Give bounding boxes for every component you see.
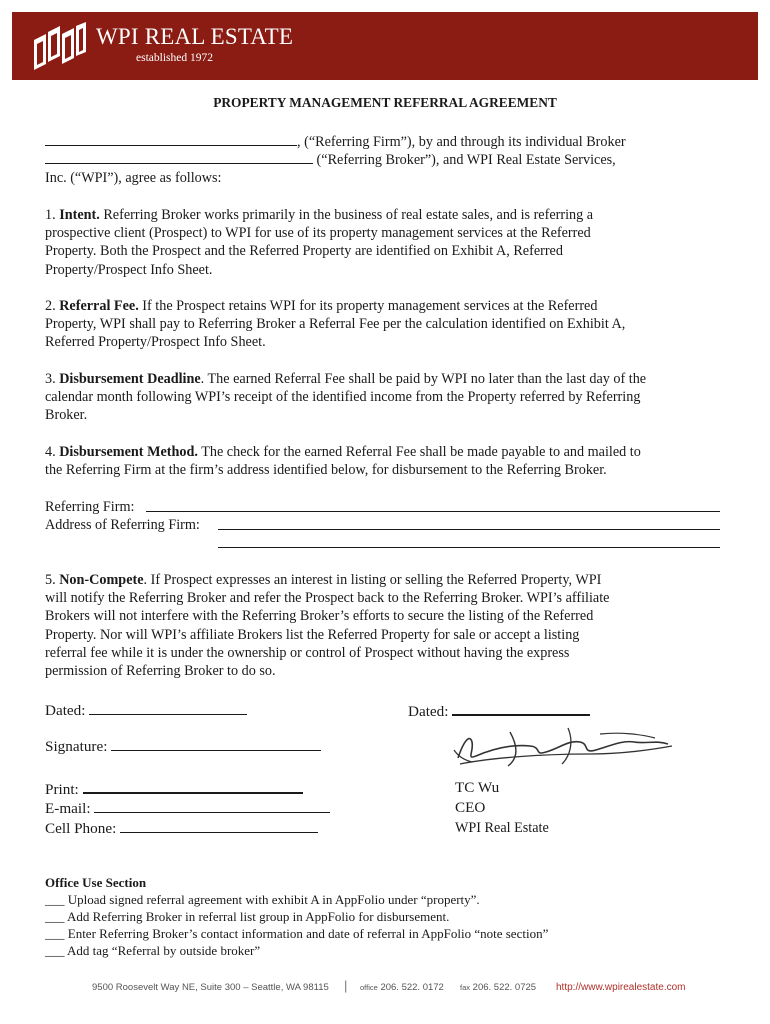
brand-name: WPI REAL ESTATE: [96, 24, 294, 49]
section-5-line-3: Brokers will not interfere with the Referring Broker’s efforts to secure the listing of the Referred: [45, 608, 594, 624]
referring-broker-blank[interactable]: [45, 150, 313, 164]
footer-divider: |: [344, 978, 348, 993]
section-3-text: . The earned Referral Fee shall be paid by WPI no later than the last day of the: [200, 371, 647, 387]
email-row: [45, 799, 330, 819]
section-1-number: 1.: [45, 207, 56, 223]
dated-left-field[interactable]: [89, 701, 247, 715]
dated-left: [45, 701, 247, 721]
ceo-name: TC Wu: [455, 779, 500, 796]
email-field[interactable]: [94, 799, 330, 813]
footer-address: 9500 Roosevelt Way NE, Suite 300 – Seattle, WA 98115: [92, 982, 329, 993]
section-2-line-3: Referred Property/Prospect Info Sheet.: [45, 334, 266, 350]
header-banner: [12, 12, 758, 80]
office-item-4: ___ Add tag “Referral by outside broker”: [45, 943, 261, 958]
address-label: Address of Referring Firm:: [45, 517, 200, 533]
fax-label: fax: [460, 983, 471, 992]
brand-established: established 1972: [136, 52, 213, 64]
ceo-title: CEO: [455, 799, 486, 816]
referring-firm-blank[interactable]: [45, 132, 297, 146]
cell-phone-field[interactable]: [120, 819, 318, 833]
section-4-line-1: [45, 443, 641, 462]
section-3-line-2: calendar month following WPI’s receipt of the identified income from the Property referred by Referring: [45, 389, 641, 405]
print-label: Print:: [45, 781, 79, 798]
section-2-line-2: Property, WPI shall pay to Referring Broker a Referral Fee per the calculation identified on Exhibit A,: [45, 316, 626, 332]
section-2-heading: Referral Fee.: [59, 298, 139, 314]
print-row: [45, 779, 303, 800]
footer-office: [360, 982, 444, 993]
section-5-number: 5.: [45, 572, 56, 588]
dated-left-label: Dated:: [45, 702, 86, 719]
dated-right-label: Dated:: [408, 703, 449, 720]
print-field[interactable]: [83, 779, 303, 794]
address-field-line-1[interactable]: [218, 529, 720, 530]
section-1-line-3: Property. Both the Prospect and the Referred Property are identified on Exhibit A, Referred: [45, 243, 563, 259]
section-5-text: . If Prospect expresses an interest in listing or selling the Referred Property, WPI: [143, 572, 602, 588]
dated-right-field[interactable]: [452, 701, 590, 716]
office-item-3: ___ Enter Referring Broker’s contact information and date of referral in AppFolio “note section”: [45, 926, 549, 941]
office-use-heading: Office Use Section: [45, 875, 147, 890]
section-5-line-6: permission of Referring Broker to do so.: [45, 663, 276, 679]
section-4-heading: Disbursement Method.: [59, 444, 198, 460]
referring-firm-field[interactable]: [146, 511, 720, 512]
section-5-line-5: referral fee while it is under the ownership or control of Prospect without having the express: [45, 645, 570, 661]
fax-phone: 206. 522. 0725: [472, 982, 537, 993]
section-3-line-3: Broker.: [45, 407, 88, 423]
intro-line-2: [45, 150, 616, 170]
section-4-number: 4.: [45, 444, 56, 460]
intro-line-3: Inc. (“WPI”), agree as follows:: [45, 170, 222, 186]
section-3-heading: Disbursement Deadline: [59, 371, 201, 387]
section-2-text: If the Prospect retains WPI for its property management services at the Referred: [138, 298, 598, 314]
section-2-line-1: [45, 297, 597, 316]
section-1-text: Referring Broker works primarily in the business of real estate sales, and is referring a: [99, 207, 594, 223]
email-label: E-mail:: [45, 800, 91, 817]
wpi-logo-icon: [32, 22, 88, 72]
ceo-signature-image: [450, 720, 680, 776]
office-item-1: ___ Upload signed referral agreement with exhibit A in AppFolio under “property”.: [45, 892, 480, 907]
office-phone-label: office: [360, 983, 378, 992]
signature-field[interactable]: [111, 737, 321, 751]
section-5-line-4: Property. Nor will WPI’s affiliate Brokers list the Referred Property for sale or accept a listing: [45, 627, 580, 643]
office-phone: 206. 522. 0172: [380, 982, 444, 993]
section-1-line-1: [45, 206, 593, 225]
section-4-text: The check for the earned Referral Fee shall be made payable to and mailed to: [197, 444, 641, 460]
intro-line-1: [45, 132, 626, 152]
section-1-line-2: prospective client (Prospect) to WPI for use of its property management services at the Referred: [45, 225, 591, 241]
footer-fax: [460, 982, 536, 993]
dated-right: [408, 701, 590, 722]
document-title: PROPERTY MANAGEMENT REFERRAL AGREEMENT: [213, 95, 557, 110]
section-1-line-4: Property/Prospect Info Sheet.: [45, 262, 213, 278]
section-5-line-1: [45, 571, 601, 590]
office-item-2: ___ Add Referring Broker in referral list group in AppFolio for disbursement.: [45, 909, 450, 924]
intro-text-1: , (“Referring Firm”), by and through its individual Broker: [297, 134, 626, 150]
section-2-number: 2.: [45, 298, 56, 314]
address-field-line-2[interactable]: [218, 547, 720, 548]
section-5-line-2: will notify the Referring Broker and refer the Prospect back to the Referring Broker. WPI’s affiliate: [45, 590, 610, 606]
footer-website-link[interactable]: http://www.wpirealestate.com: [556, 982, 686, 993]
signature-label: Signature:: [45, 738, 108, 755]
cell-row: [45, 819, 318, 839]
ceo-company: WPI Real Estate: [455, 820, 549, 836]
section-4-line-2: the Referring Firm at the firm’s address identified below, for disbursement to the Referring Broker.: [45, 462, 607, 478]
intro-text-2: (“Referring Broker”), and WPI Real Estate Services,: [313, 152, 616, 168]
section-3-number: 3.: [45, 371, 56, 387]
cell-phone-label: Cell Phone:: [45, 820, 117, 837]
section-5-heading: Non-Compete: [59, 572, 144, 588]
section-1-heading: Intent.: [59, 207, 100, 223]
section-3-line-1: [45, 370, 646, 389]
signature-row: [45, 737, 321, 757]
referring-firm-label: Referring Firm:: [45, 499, 135, 515]
